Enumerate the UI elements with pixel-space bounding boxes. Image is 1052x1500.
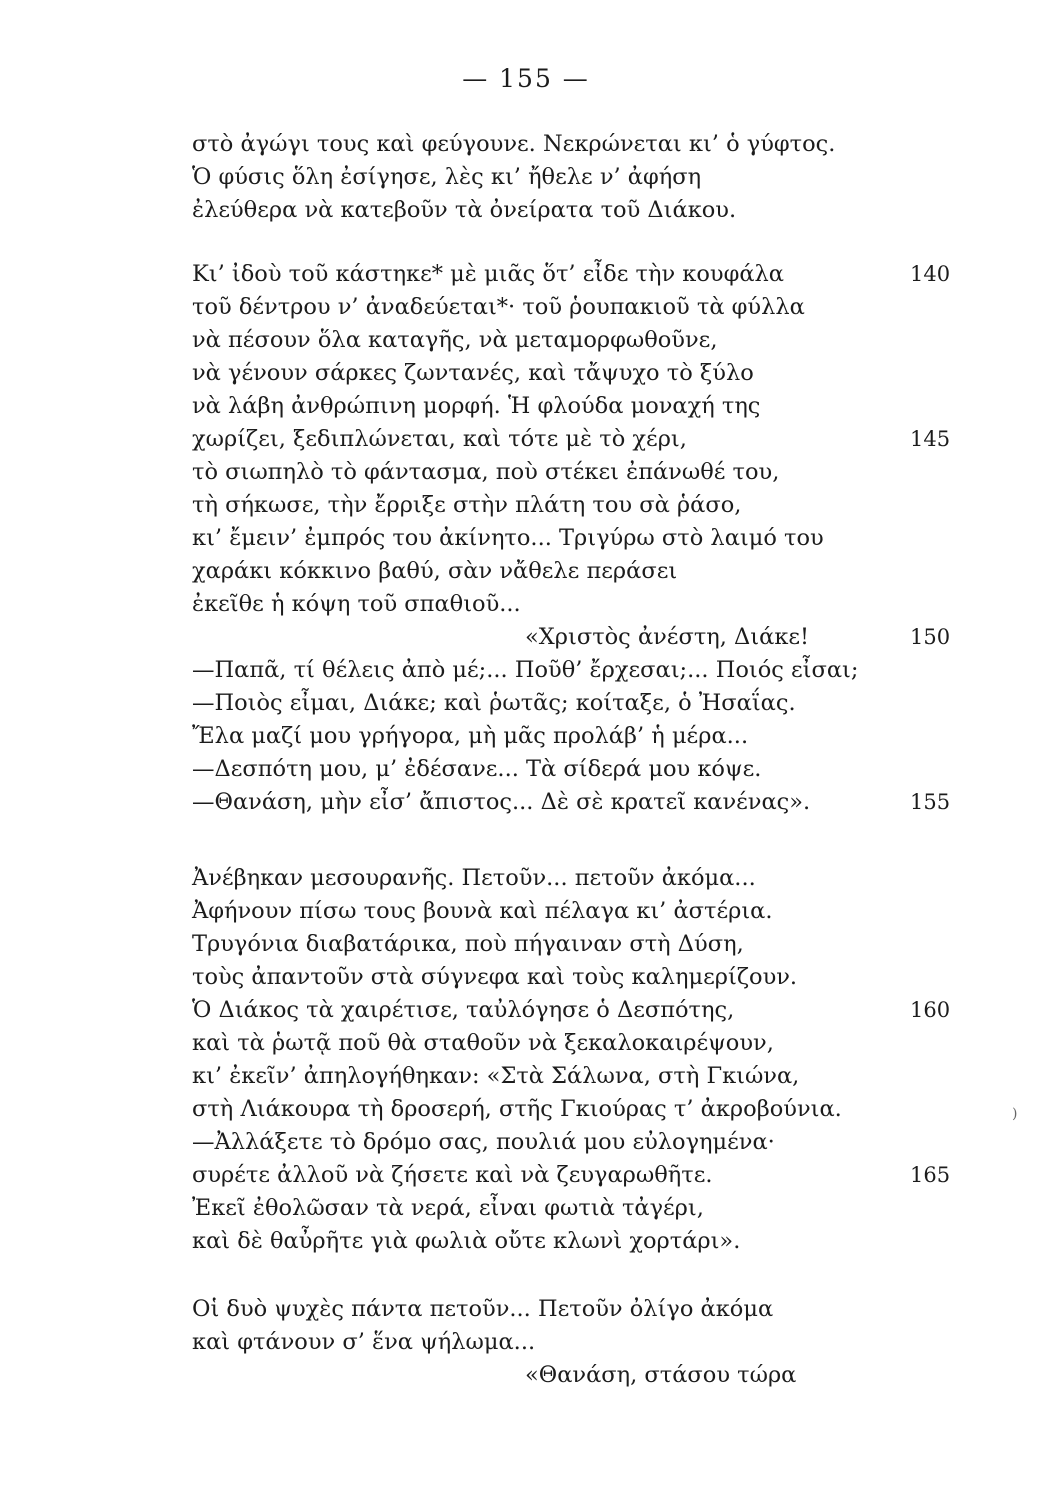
- poem-line: [192, 1293, 796, 1326]
- poem-line-text: καὶ τὰ ῥωτᾷ ποῦ θὰ σταθοῦν νὰ ξεκαλοκαιρέψουν,: [192, 1030, 774, 1056]
- poem-line-text: Ἐκεῖ ἐθολῶσαν τὰ νερά, εἶναι φωτιὰ τἀγέρι,: [192, 1195, 704, 1221]
- poem-line-text: Τρυγόνια διαβατάρικα, ποὺ πήγαιναν στὴ Δύση,: [192, 931, 744, 957]
- poem-line: [192, 1126, 842, 1159]
- poem-line: [192, 1093, 842, 1126]
- poem-line-text: —Ἀλλάξετε τὸ δρόμο σας, πουλιά μου εὐλογημένα·: [192, 1129, 775, 1155]
- poem-line: [192, 456, 858, 489]
- poem-line: [192, 1225, 842, 1258]
- poem-line-text: χωρίζει, ξεδιπλώνεται, καὶ τότε μὲ τὸ χέρι,: [192, 426, 687, 452]
- poem-line: [192, 194, 835, 227]
- poem-line: [192, 291, 858, 324]
- poem-line-text: νὰ λάβη ἀνθρώπινη μορφή. Ἡ φλούδα μοναχή της: [192, 393, 761, 419]
- poem-line: [192, 1359, 796, 1392]
- line-number: 165: [910, 1163, 951, 1187]
- poem-line-text: —Ποιὸς εἶμαι, Διάκε; καὶ ῥωτᾶς; κοίταξε, ὁ Ἠσαΐας.: [192, 690, 796, 716]
- poem-line: [192, 1060, 842, 1093]
- poem-line: [192, 994, 951, 1027]
- poem-line-text: χαράκι κόκκινο βαθύ, σὰν νἄθελε περάσει: [192, 558, 678, 584]
- poem-line-text: κι’ ἐκεῖν’ ἀπηλογήθηκαν: «Στὰ Σάλωνα, στὴ Γκιώνα,: [192, 1063, 800, 1089]
- stanza-1: [192, 128, 835, 227]
- poem-line: [192, 961, 842, 994]
- poem-line: [192, 654, 858, 687]
- stanza-4: [192, 1293, 796, 1392]
- poem-line-text: —Δεσπότη μου, μ’ ἐδέσανε... Τὰ σίδερά μου κόψε.: [192, 756, 762, 782]
- poem-line-text: ἐκεῖθε ἡ κόψη τοῦ σπαθιοῦ...: [192, 591, 521, 617]
- poem-line: [192, 489, 858, 522]
- poem-line-text: συρέτε ἀλλοῦ νὰ ζήσετε καὶ νὰ ζευγαρωθῆτε.: [192, 1162, 713, 1188]
- poem-line: [192, 588, 858, 621]
- poem-line-text: νὰ πέσουν ὅλα καταγῆς, νὰ μεταμορφωθοῦνε,: [192, 327, 718, 353]
- poem-line: [192, 753, 858, 786]
- poem-line: [192, 862, 842, 895]
- poem-line: [192, 1326, 796, 1359]
- poem-line: [192, 687, 858, 720]
- poem-line-text: Οἱ δυὸ ψυχὲς πάντα πετοῦν... Πετοῦν ὀλίγο ἀκόμα: [192, 1296, 774, 1322]
- stanza-3: [192, 862, 951, 1258]
- line-number: 140: [910, 262, 951, 286]
- line-number: 145: [910, 427, 951, 451]
- poem-line-text: τοὺς ἀπαντοῦν στὰ σύγνεφα καὶ τοὺς καλημερίζουν.: [192, 964, 798, 990]
- poem-line-text: τὸ σιωπηλὸ τὸ φάντασμα, ποὺ στέκει ἐπάνωθέ του,: [192, 459, 780, 485]
- poem-line: [192, 555, 858, 588]
- poem-line-text: —Παπᾶ, τί θέλεις ἀπὸ μέ;... Ποῦθ’ ἔρχεσαι;... Ποιός εἶσαι;: [192, 657, 859, 683]
- poem-line: [192, 895, 842, 928]
- poem-line: [192, 621, 951, 654]
- poem-line-text: Ὁ Διάκος τὰ χαιρέτισε, ταὐλόγησε ὁ Δεσπότης,: [192, 997, 735, 1023]
- line-number: 155: [910, 790, 951, 814]
- poem-line-text: «Χριστὸς ἀνέστη, Διάκε!: [525, 624, 810, 650]
- poem-line: [192, 522, 858, 555]
- poem-line: [192, 1159, 951, 1192]
- poem-line-text: κι’ ἔμειν’ ἐμπρός του ἀκίνητο... Τριγύρω στὸ λαιμό του: [192, 525, 824, 551]
- margin-mark: ): [1012, 1106, 1018, 1122]
- poem-line-text: ἐλεύθερα νὰ κατεβοῦν τὰ ὀνείρατα τοῦ Διάκου.: [192, 197, 737, 223]
- poem-line: [192, 928, 842, 961]
- line-number: 160: [910, 998, 951, 1022]
- poem-line: [192, 324, 858, 357]
- poem-line: [192, 720, 858, 753]
- poem-line-text: Κι’ ἰδοὺ τοῦ κάστηκε* μὲ μιᾶς ὅτ’ εἶδε τὴν κουφάλα: [192, 261, 784, 287]
- poem-line: [192, 161, 835, 194]
- poem-line: [192, 786, 951, 819]
- poem-line: [192, 423, 951, 456]
- poem-line-text: Ἔλα μαζί μου γρήγορα, μὴ μᾶς προλάβ’ ἡ μέρα...: [192, 723, 749, 749]
- poem-line: [192, 390, 858, 423]
- poem-line-text: νὰ γένουν σάρκες ζωντανές, καὶ τἄψυχο τὸ ξύλο: [192, 360, 754, 386]
- line-number: 150: [910, 625, 951, 649]
- page-number: — 155 —: [462, 64, 590, 93]
- poem-line-text: στὸ ἀγώγι τους καὶ φεύγουνε. Νεκρώνεται κι’ ὁ γύφτος.: [192, 131, 836, 157]
- poem-line: [192, 357, 858, 390]
- poem-line: [192, 1192, 842, 1225]
- poem-line-text: Ἀνέβηκαν μεσουρανῆς. Πετοῦν... πετοῦν ἀκόμα...: [192, 865, 756, 891]
- poem-line-text: —Θανάση, μὴν εἶσ’ ἄπιστος... Δὲ σὲ κρατεῖ κανένας».: [192, 789, 811, 815]
- poem-line: [192, 1027, 842, 1060]
- poem-line-text: καὶ δὲ θαὖρῆτε γιὰ φωλιὰ οὔτε κλωνὶ χορτάρι».: [192, 1228, 741, 1254]
- poem-line-text: Ἀφήνουν πίσω τους βουνὰ καὶ πέλαγα κι’ ἀστέρια.: [192, 898, 773, 924]
- poem-line-text: τὴ σήκωσε, τὴν ἔρριξε στὴν πλάτη του σὰ ῥάσο,: [192, 492, 742, 518]
- poem-line-text: καὶ φτάνουν σ’ ἕνα ψήλωμα...: [192, 1329, 536, 1355]
- poem-line-text: «Θανάση, στάσου τώρα: [525, 1362, 797, 1388]
- poem-line: [192, 258, 951, 291]
- poem-line-text: Ὁ φύσις ὅλη ἐσίγησε, λὲς κι’ ἤθελε ν’ ἀφήση: [192, 164, 702, 190]
- stanza-2: [192, 258, 951, 819]
- poem-line-text: τοῦ δέντρου ν’ ἀναδεύεται*· τοῦ ῥουπακιοῦ τὰ φύλλα: [192, 294, 805, 320]
- poem-line-text: στὴ Λιάκουρα τὴ δροσερή, στῆς Γκιούρας τ’ ἀκροβούνια.: [192, 1096, 842, 1122]
- poem-line: [192, 128, 835, 161]
